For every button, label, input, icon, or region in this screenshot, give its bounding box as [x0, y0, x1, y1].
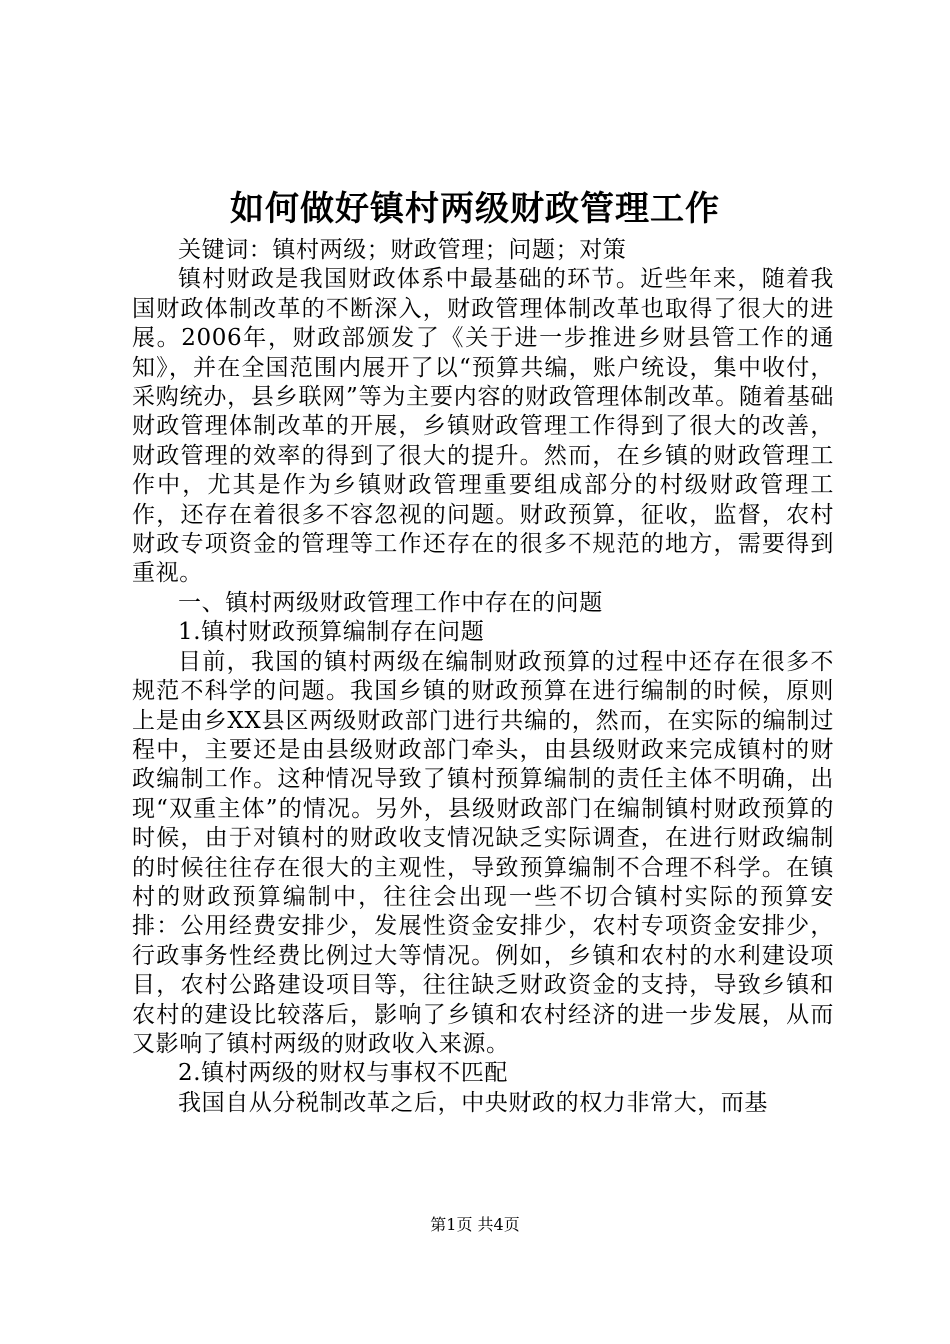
keywords-line: 关键词：镇村两级；财政管理；问题；对策: [178, 237, 627, 263]
page-footer: 第1页 共4页: [430, 1215, 520, 1234]
paragraph-intro: 镇村财政是我国财政体系中最基础的环节。近些年来，随着我国财政体制改革的不断深入，财政管理体制改革也取得了很大的进展。2006年，财政部颁发了《关于进一步推进乡财县管工作的通知》，并在全国范围内展开了以“预算共编，账户统设，集中收付，采购统办，县乡联网”等为主要内容的财政管理体制改革。随着基础财政管理体制改革的开展，乡镇财政管理工作得到了很大的改善，财政管理的效率的得到了很大的提升。然而，在乡镇的财政管理工作中，尤其是作为乡镇财政管理重要组成部分的村级财政管理工作，还存在着很多不容忽视的问题。财政预算，征收，监督，农村财政专项资金的管理等工作还存在的很多不规范的地方，需要得到重视。: [132, 266, 834, 587]
subsection-heading-2: 2.镇村两级的财权与事权不匹配: [178, 1060, 508, 1087]
document-body: [132, 236, 834, 1118]
paragraph-budget: 目前，我国的镇村两级在编制财政预算的过程中还存在很多不规范不科学的问题。我国乡镇的财政预算在进行编制的时候，原则上是由乡XX县区两级财政部门进行共编的，然而，在实际的编制过程中，主要还是由县级财政部门牵头，由县级财政来完成镇村的财政编制工作。这种情况导致了镇村预算编制的责任主体不明确，出现“双重主体”的情况。另外，县级财政部门在编制镇村财政预算的时候，由于对镇村的财政收支情况缺乏实际调查，在进行财政编制的时候往往存在很大的主观性，导致预算编制不合理不科学。在镇村的财政预算编制中，往往会出现一些不切合镇村实际的预算安排：公用经费安排少，发展性资金安排少，农村专项资金安排少，行政事务性经费比例过大等情况。例如，乡镇和农村的水利建设项目，农村公路建设项目等，往往缺乏财政资金的支持，导致乡镇和农村的建设比较落后，影响了乡镇和农村经济的进一步发展，从而又影响了镇村两级的财政收入来源。: [132, 648, 834, 1057]
section-heading: 一、镇村两级财政管理工作中存在的问题: [178, 589, 603, 616]
paragraph-fiscal-power: 我国自从分税制改革之后，中央财政的权力非常大，而基: [178, 1089, 768, 1116]
subsection-heading-1: 1.镇村财政预算编制存在问题: [178, 619, 485, 646]
page-title: 如何做好镇村两级财政管理工作: [230, 189, 720, 229]
